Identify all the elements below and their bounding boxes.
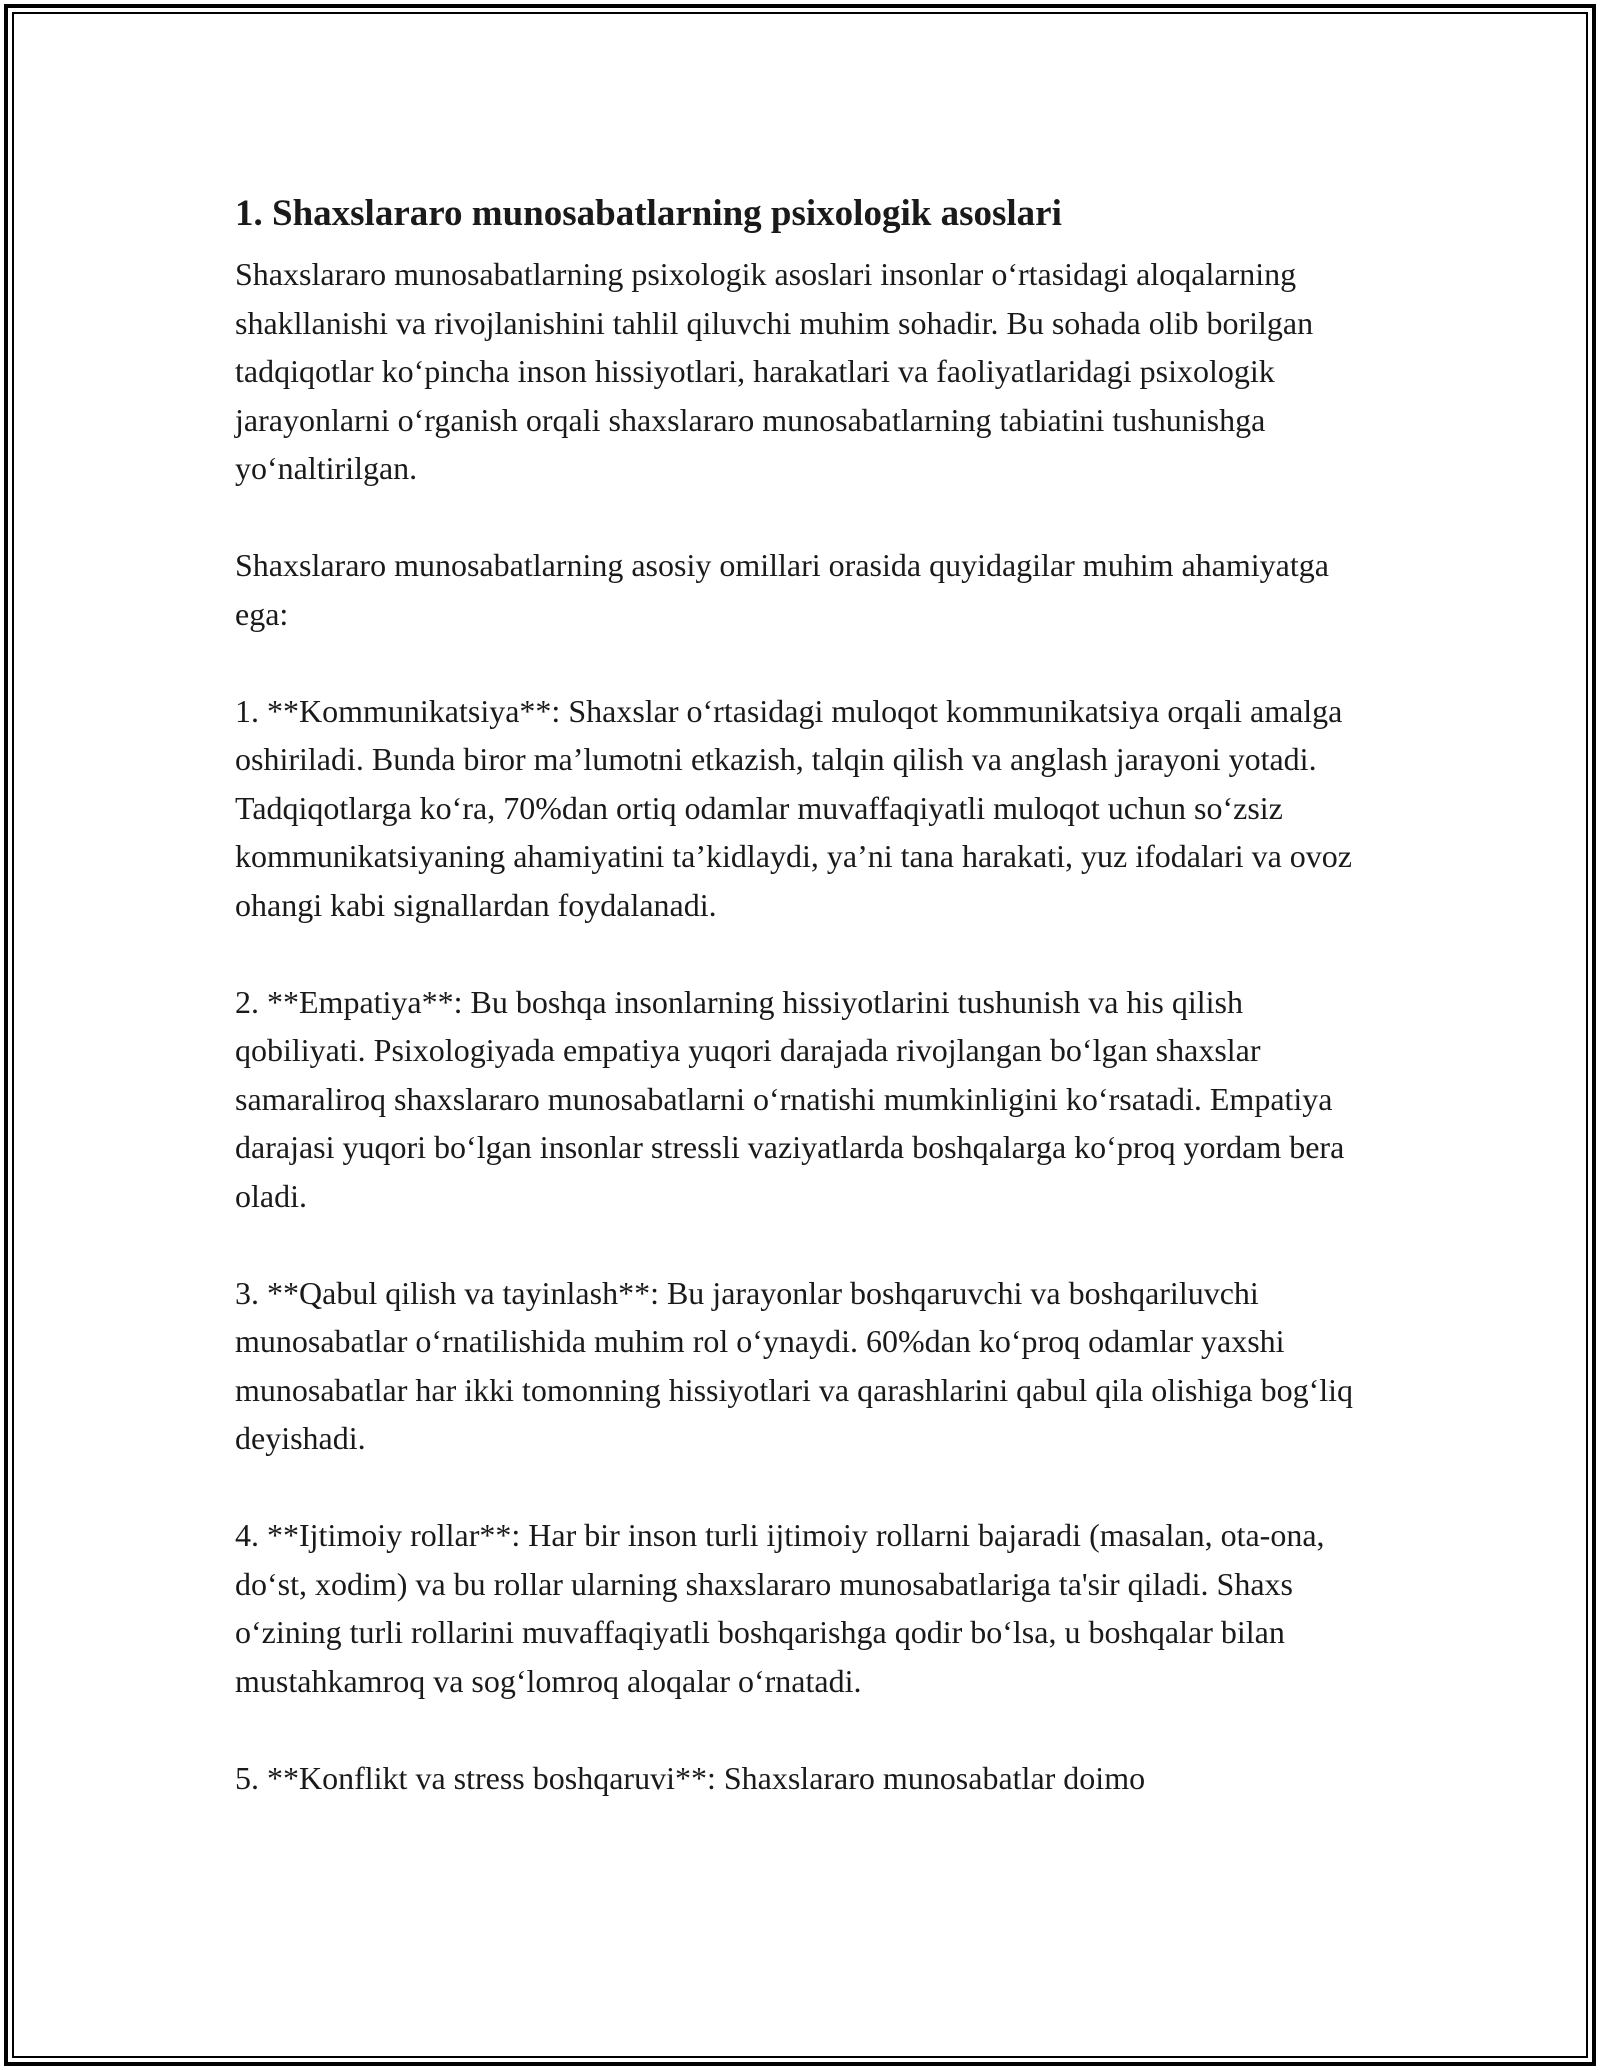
list-item-acceptance: 3. **Qabul qilish va tayinlash**: Bu jarayonlar boshqaruvchi va boshqariluvchi munosabatlar o‘rnatilishida muhim rol o‘ynaydi. 60%dan ko‘proq odamlar yaxshi munosabatlar har ikki tomonning hissiyotlari va qarashlarini qabul qila olishiga bog‘liq deyishadi. — [235, 1274, 1354, 1456]
list-item-conflict: 5. **Konflikt va stress boshqaruvi**: Shaxslararo munosabatlar doimo — [235, 1759, 1146, 1796]
document-body — [235, 188, 1365, 1802]
section-heading: 1. Shaxslararo munosabatlarning psixologik asoslari — [235, 193, 1062, 234]
factors-lead-paragraph: Shaxslararo munosabatlarning asosiy omillari orasida quyidagilar muhim ahamiyatga ega: — [235, 547, 1329, 632]
list-item-empathy: 2. **Empatiya**: Bu boshqa insonlarning hissiyotlarini tushunish va his qilish qobiliyati. Psixologiyada empatiya yuqori darajada rivojlangan bo‘lgan shaxslar samaraliroq shaxslararo munosabatlarni o‘rnatishi mumkinligini ko‘rsatadi. Empatiya darajasi yuqori bo‘lgan insonlar stressli vaziyatlarda boshqalarga ko‘proq yordam bera oladi. — [235, 983, 1345, 1214]
list-item-social-roles: 4. **Ijtimoiy rollar**: Har bir inson turli ijtimoiy rollarni bajaradi (masalan, ota-ona, do‘st, xodim) va bu rollar ularning shaxslararo munosabatlariga ta'sir qiladi. Shaxs o‘zining turli rollarini muvaffaqiyatli boshqarishga qodir bo‘lsa, u boshqalar bilan mustahkamroq va sog‘lomroq aloqalar o‘rnatadi. — [235, 1517, 1325, 1699]
list-item-communication: 1. **Kommunikatsiya**: Shaxslar o‘rtasidagi muloqot kommunikatsiya orqali amalga oshiriladi. Bunda biror ma’lumotni etkazish, talqin qilish va anglash jarayoni yotadi. Tadqiqotlarga ko‘ra, 70%dan ortiq odamlar muvaffaqiyatli muloqot uchun so‘zsiz kommunikatsiyaning ahamiyatini ta’kidlaydi, ya’ni tana harakati, yuz ifodalari va ovoz ohangi kabi signallardan foydalanadi. — [235, 692, 1352, 923]
intro-paragraph: Shaxslararo munosabatlarning psixologik asoslari insonlar o‘rtasidagi aloqalarning shakllanishi va rivojlanishini tahlil qiluvchi muhim sohadir. Bu sohada olib borilgan tadqiqotlar ko‘pincha inson hissiyotlari, harakatlari va faoliyatlaridagi psixologik jarayonlarni o‘rganish orqali shaxslararo munosabatlarning tabiatini tushunishga yo‘naltirilgan. — [235, 256, 1314, 486]
